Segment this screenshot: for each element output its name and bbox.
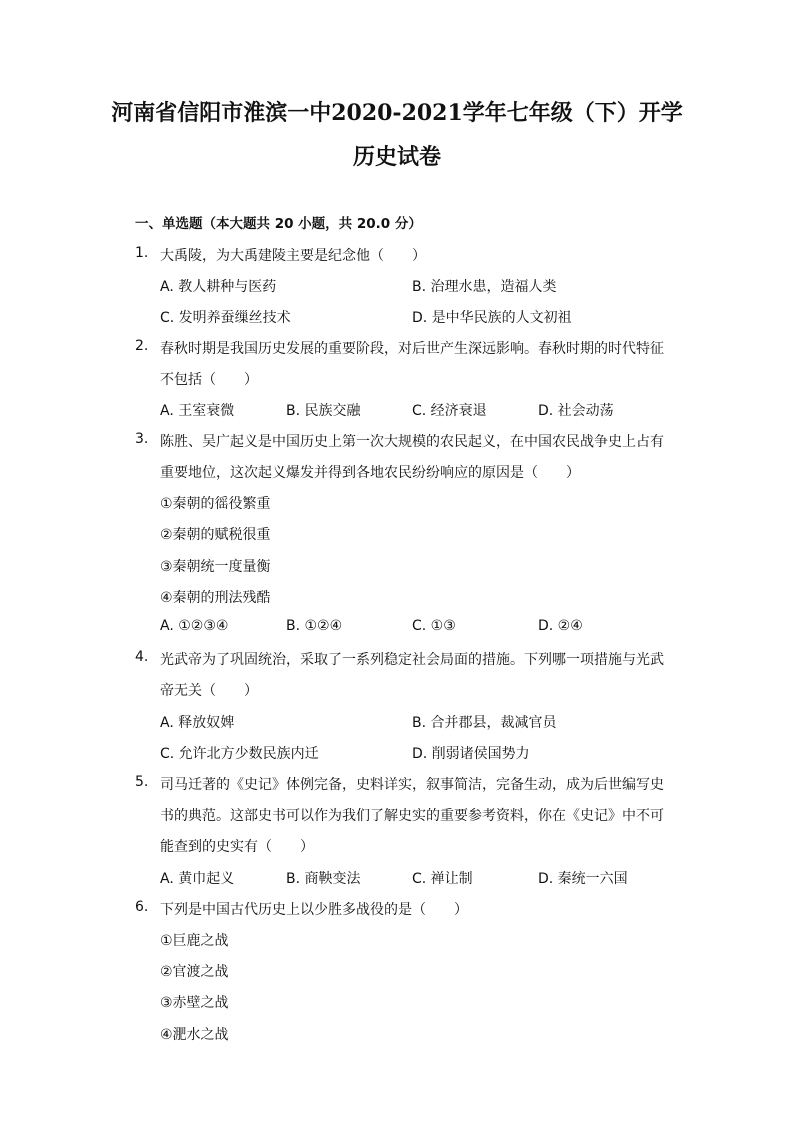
question-text: 书的典范。这部史书可以作为我们了解史实的重要参考资料，你在《史记》中不可 (160, 808, 664, 824)
option-b: B. 民族交融 (286, 403, 361, 419)
option-d: D. ②④ (538, 618, 583, 634)
question-number: 4. (135, 649, 149, 665)
question-number: 6. (135, 899, 149, 915)
option-d: D. 秦统一六国 (538, 871, 628, 887)
question-text: 下列是中国古代历史上以少胜多战役的是（ ） (160, 902, 468, 918)
option-c: C. 禅让制 (412, 871, 473, 887)
option-b: B. 治理水患，造福人类 (412, 279, 557, 295)
statement-1: ①秦朝的徭役繁重 (160, 496, 271, 512)
statement-1: ①巨鹿之战 (160, 933, 229, 949)
question-text: 能查到的史实有（ ） (160, 839, 314, 855)
question-number: 3. (135, 431, 149, 447)
option-d: D. 削弱诸侯国势力 (412, 746, 530, 762)
exam-title-line-2: 历史试卷 (352, 144, 441, 170)
option-c: C. ①③ (412, 618, 456, 634)
option-a: A. 王室衰微 (160, 403, 235, 419)
option-a: A. 释放奴婢 (160, 715, 235, 731)
question-number: 5. (135, 774, 149, 790)
statement-4: ④秦朝的刑法残酷 (160, 590, 271, 606)
option-c: C. 发明养蚕缫丝技术 (160, 310, 291, 326)
option-d: D. 是中华民族的人文初祖 (412, 310, 572, 326)
question-text: 帝无关（ ） (160, 683, 258, 699)
option-b: B. 合并郡县，裁减官员 (412, 715, 557, 731)
question-text: 光武帝为了巩固统治，采取了一系列稳定社会局面的措施。下列哪一项措施与光武 (160, 652, 664, 668)
question-text: 司马迁著的《史记》体例完备，史料详实，叙事简洁，完备生动，成为后世编写史 (160, 777, 664, 793)
option-a: A. 黄巾起义 (160, 871, 235, 887)
statement-2: ②秦朝的赋税很重 (160, 527, 271, 543)
option-b: B. ①②④ (286, 618, 343, 634)
question-text: 重要地位，这次起义爆发并得到各地农民纷纷响应的原因是（ ） (160, 465, 580, 481)
option-c: C. 允许北方少数民族内迁 (160, 746, 319, 762)
question-text: 陈胜、吴广起义是中国历史上第一次大规模的农民起义，在中国农民战争史上占有 (160, 434, 664, 450)
question-text: 不包括（ ） (160, 372, 258, 388)
option-a: A. ①②③④ (160, 618, 229, 634)
statement-2: ②官渡之战 (160, 964, 229, 980)
statement-4: ④淝水之战 (160, 1027, 229, 1043)
option-a: A. 教人耕种与医药 (160, 279, 277, 295)
option-c: C. 经济衰退 (412, 403, 487, 419)
question-text: 春秋时期是我国历史发展的重要阶段，对后世产生深远影响。春秋时期的时代特征 (160, 341, 664, 357)
question-text: 大禹陵，为大禹建陵主要是纪念他（ ） (160, 248, 426, 264)
option-b: B. 商鞅变法 (286, 871, 361, 887)
question-number: 2. (135, 338, 149, 354)
question-number: 1. (135, 245, 149, 261)
option-d: D. 社会动荡 (538, 403, 614, 419)
statement-3: ③秦朝统一度量衡 (160, 559, 271, 575)
statement-3: ③赤壁之战 (160, 995, 229, 1011)
section-heading: 一、单选题（本大题共 20 小题，共 20.0 分） (135, 216, 422, 232)
exam-title-line-1: 河南省信阳市淮滨一中2020-2021学年七年级（下）开学 (111, 100, 683, 126)
